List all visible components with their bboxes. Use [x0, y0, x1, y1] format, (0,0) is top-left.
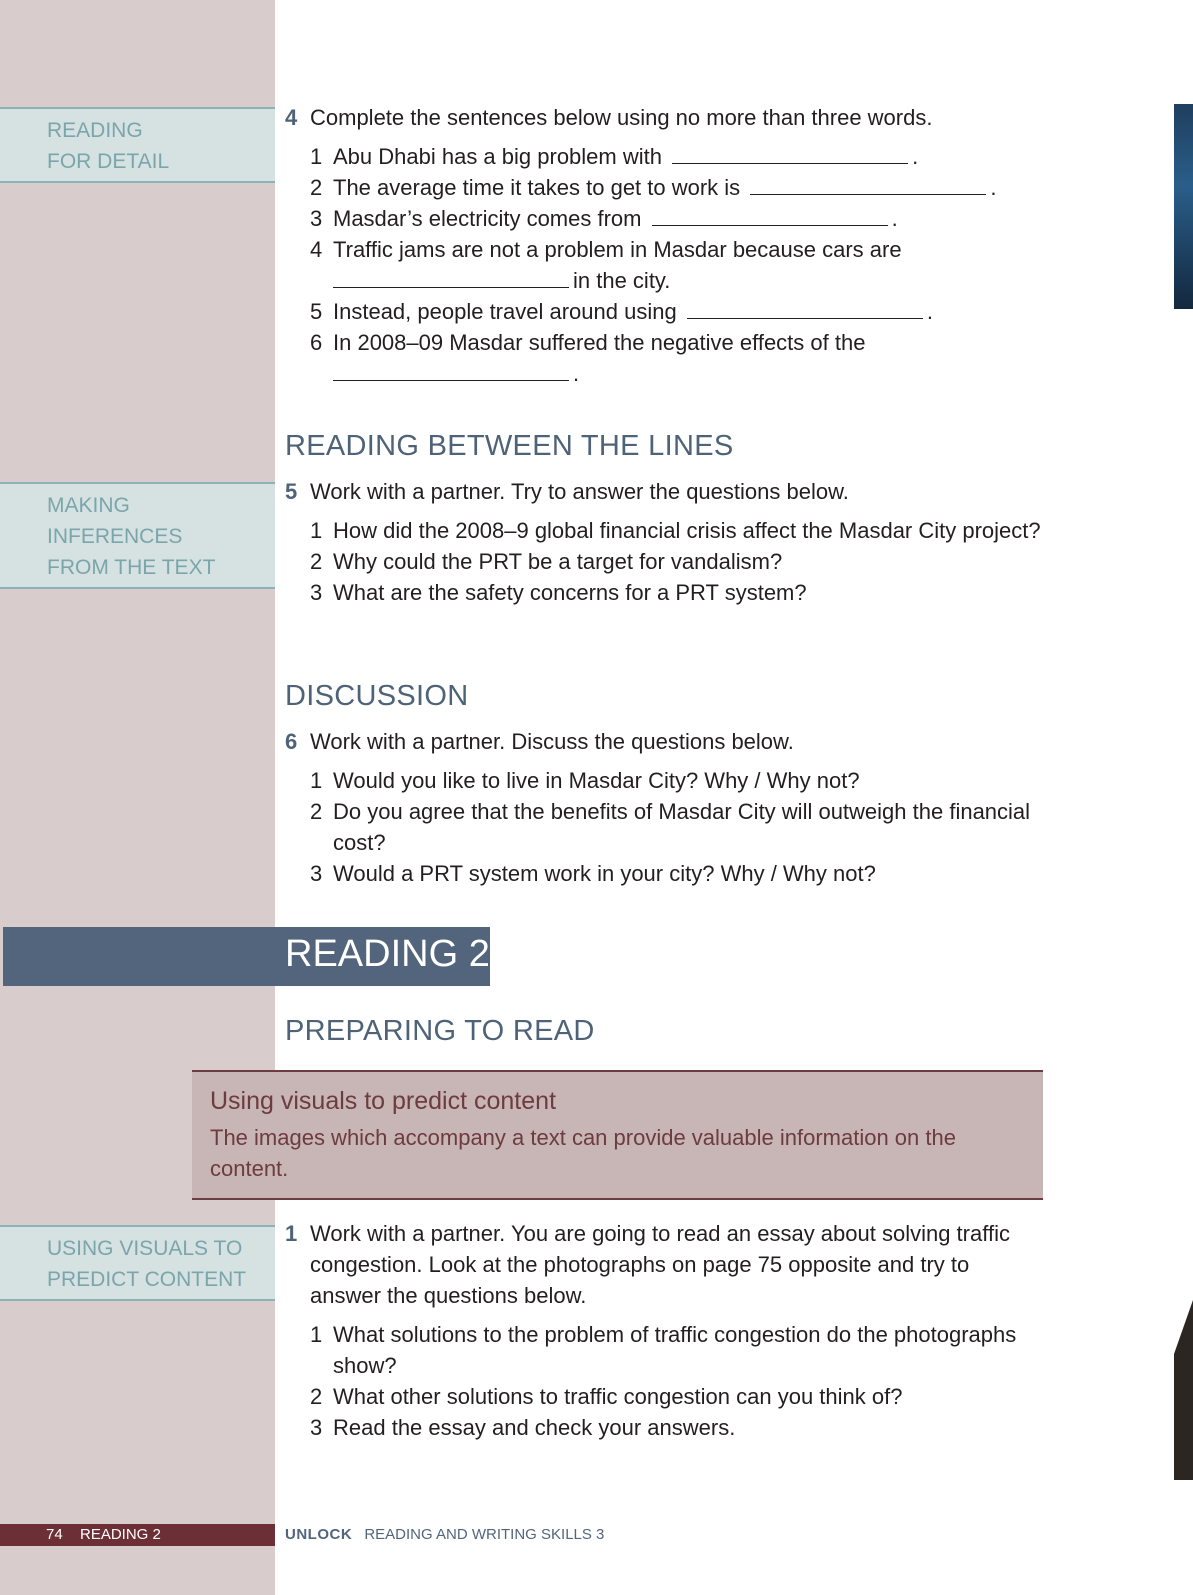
list-item [285, 1381, 1045, 1412]
exercise-5-instruction [285, 476, 1045, 507]
instruction-text: Complete the sentences below using no more than three words. [310, 105, 933, 130]
item-text: . [912, 144, 919, 169]
label-line: MAKING [47, 494, 130, 517]
item-number: 5 [310, 299, 323, 324]
list-item [285, 515, 1045, 546]
label-line: USING VISUALS TO [47, 1237, 243, 1260]
item-number: 6 [310, 330, 323, 355]
answer-blank[interactable] [652, 205, 888, 226]
label-line: FOR DETAIL [47, 150, 170, 173]
item-number: 1 [310, 518, 323, 543]
item-text: Masdar’s electricity comes from [333, 206, 642, 231]
exercise-number: 4 [285, 105, 298, 130]
item-text: The average time it takes to get to work is [333, 175, 741, 200]
exercise-4-instruction [285, 102, 1045, 133]
answer-blank[interactable] [672, 143, 908, 164]
exercise-1-instruction [285, 1218, 1045, 1311]
item-number: 1 [310, 144, 323, 169]
item-text: . [573, 361, 580, 386]
page-number: 74 [46, 1526, 63, 1543]
item-text: Read the essay and check your answers. [333, 1415, 736, 1440]
series-title: READING AND WRITING SKILLS 3 [364, 1526, 605, 1543]
exercise-5-items [285, 515, 1045, 608]
item-text: . [990, 175, 997, 200]
list-item [285, 796, 1045, 858]
instruction-text: Work with a partner. Try to answer the questions below. [310, 479, 849, 504]
footer-brand [285, 1524, 604, 1546]
instruction-text: Work with a partner. You are going to read an essay about solving traffic congestion. Look at the photographs on page 75 opposite and try to answer the questions below. [310, 1221, 1010, 1308]
item-number: 4 [310, 237, 323, 262]
instruction-text: Work with a partner. Discuss the questions below. [310, 729, 794, 754]
exercise-1-items [285, 1319, 1045, 1443]
sidebar-label-reading-for-detail [0, 107, 275, 183]
tip-body: The images which accompany a text can provide valuable information on the content. [210, 1125, 956, 1181]
item-text: What are the safety concerns for a PRT system? [333, 580, 807, 605]
section-heading-preparing-to-read: PREPARING TO READ [285, 1015, 595, 1047]
section-heading-discussion: DISCUSSION [285, 680, 469, 712]
item-number: 2 [310, 175, 323, 200]
photo-edge-image [1174, 1300, 1193, 1480]
item-text: What other solutions to traffic congestion can you think of? [333, 1384, 903, 1409]
section-heading-reading-between-the-lines: READING BETWEEN THE LINES [285, 430, 734, 462]
answer-blank[interactable] [333, 267, 569, 288]
list-item [285, 577, 1045, 608]
item-number: 1 [310, 1322, 323, 1347]
item-number: 1 [310, 768, 323, 793]
item-number: 3 [310, 1415, 323, 1440]
item-text: Instead, people travel around using [333, 299, 677, 324]
footer-section-bar [0, 1524, 275, 1546]
list-item [285, 1412, 1045, 1443]
item-number: 3 [310, 861, 323, 886]
item-number: 3 [310, 206, 323, 231]
list-item [285, 141, 1045, 172]
exercise-4 [285, 102, 1045, 389]
item-text: Abu Dhabi has a big problem with [333, 144, 662, 169]
list-item [285, 546, 1045, 577]
banner-title: READING 2 [285, 933, 490, 975]
label-line: INFERENCES [47, 525, 183, 548]
tip-title: Using visuals to predict content [210, 1087, 557, 1115]
exercise-number: 5 [285, 479, 298, 504]
footer-section-label: READING 2 [80, 1526, 161, 1543]
item-number: 2 [310, 799, 323, 824]
item-text: . [926, 299, 933, 324]
label-line: FROM THE TEXT [47, 556, 216, 579]
reading-2-banner [3, 927, 490, 986]
answer-blank[interactable] [333, 360, 569, 381]
label-line: READING [47, 119, 143, 142]
list-item [285, 765, 1045, 796]
list-item [285, 858, 1045, 889]
item-number: 3 [310, 580, 323, 605]
answer-blank[interactable] [750, 174, 986, 195]
item-number: 2 [310, 1384, 323, 1409]
exercise-6-items [285, 765, 1045, 889]
sidebar-label-using-visuals [0, 1225, 275, 1301]
list-item [285, 234, 1045, 296]
item-text: . [891, 206, 898, 231]
exercise-5 [285, 476, 1045, 608]
exercise-1 [285, 1218, 1045, 1443]
skill-tip-box [192, 1070, 1043, 1200]
item-text: Traffic jams are not a problem in Masdar because cars are [333, 237, 902, 262]
answer-blank[interactable] [687, 298, 923, 319]
list-item [285, 203, 1045, 234]
exercise-4-items [285, 141, 1045, 389]
list-item [285, 327, 1045, 389]
exercise-6-instruction [285, 726, 1045, 757]
list-item [285, 296, 1045, 327]
item-text: Do you agree that the benefits of Masdar City will outweigh the financial cost? [333, 799, 1031, 855]
sidebar-label-making-inferences [0, 482, 275, 589]
item-text: What solutions to the problem of traffic congestion do the photographs show? [333, 1322, 1017, 1378]
sidebar [0, 0, 275, 1595]
item-text: Why could the PRT be a target for vandalism? [333, 549, 783, 574]
item-text: Would a PRT system work in your city? Why / Why not? [333, 861, 876, 886]
unlock-logo: UNLOCK [285, 1526, 353, 1543]
photo-edge-image [1174, 104, 1193, 309]
label-line: PREDICT CONTENT [47, 1268, 247, 1291]
exercise-number: 6 [285, 729, 298, 754]
list-item [285, 1319, 1045, 1381]
exercise-number: 1 [285, 1221, 298, 1246]
list-item [285, 172, 1045, 203]
item-text: in the city. [573, 268, 671, 293]
item-number: 2 [310, 549, 323, 574]
item-text: How did the 2008–9 global financial crisis affect the Masdar City project? [333, 518, 1041, 543]
exercise-6 [285, 726, 1045, 889]
item-text: Would you like to live in Masdar City? Why / Why not? [333, 768, 860, 793]
item-text: In 2008–09 Masdar suffered the negative effects of the [333, 330, 866, 355]
